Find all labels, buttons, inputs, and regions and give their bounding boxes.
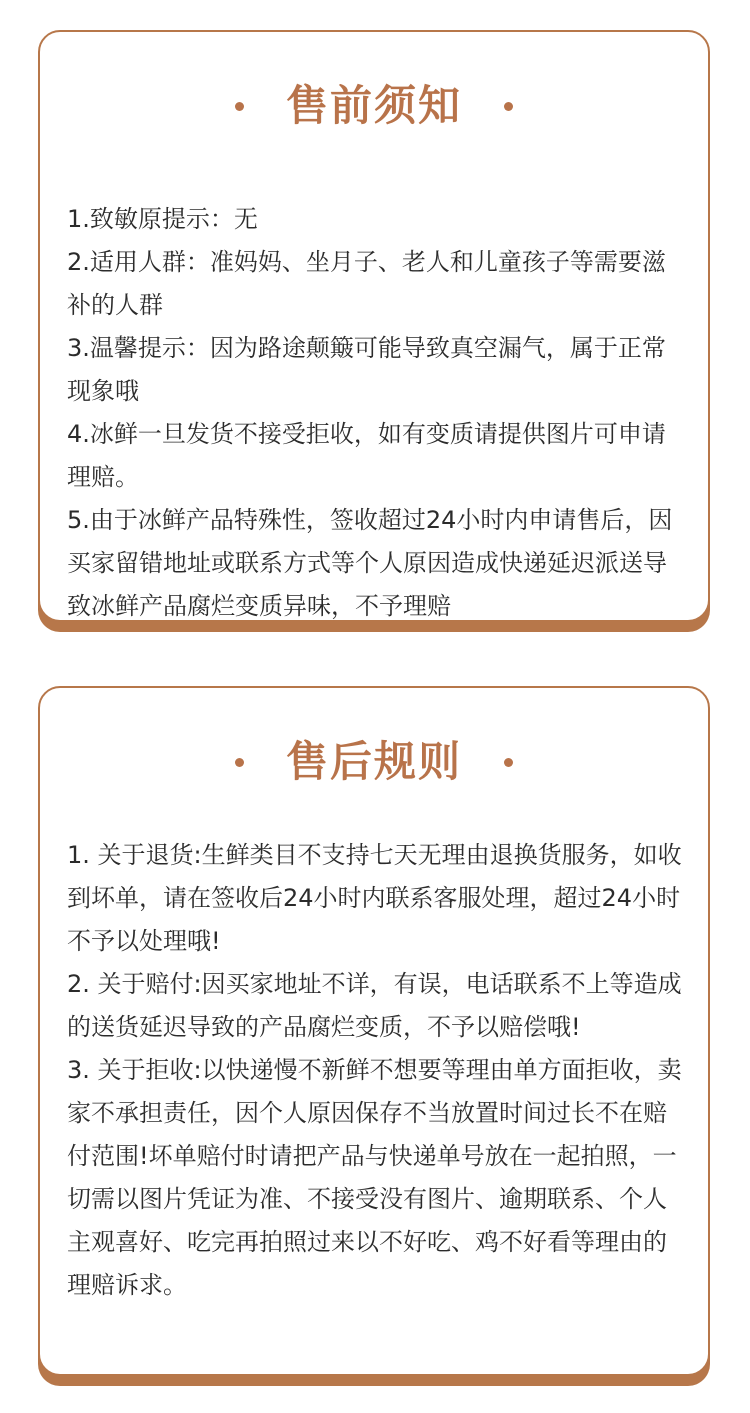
notice-item: 5.由于冰鲜产品特殊性，签收超过24小时内申请售后，因买家留错地址或联系方式等个人原因造成快递延迟派送导致冰鲜产品腐烂变质异味，不予理赔 [67, 506, 673, 620]
card-title-row [40, 732, 708, 792]
rule-item: 1. 关于退货:生鲜类目不支持七天无理由退换货服务，如收到坏单，请在签收后24小时内联系客服处理，超过24小时不予以处理哦! [67, 841, 682, 955]
rule-item: 3. 关于拒收:以快递慢不新鲜不想要等理由单方面拒收，卖家不承担责任，因个人原因保存不当放置时间过长不在赔付范围!坏单赔付时请把产品与快递单号放在一起拍照，一切需以图片凭证为准、不接受没有图片、逾期联系、个人主观喜好、吃完再拍照过来以不好吃、鸡不好看等理由的理赔诉求。 [67, 1056, 682, 1299]
aftersale-rules-card [38, 686, 710, 1376]
bullet-dot-left [235, 102, 244, 111]
notice-item: 1.致敏原提示：无 [67, 205, 258, 233]
card-body [67, 834, 686, 1307]
notice-item: 4.冰鲜一旦发货不接受拒收，如有变质请提供图片可申请理赔。 [67, 420, 666, 491]
card-title: 售后规则 [285, 737, 462, 786]
bullet-dot-right [504, 102, 513, 111]
card-frame [38, 686, 710, 1376]
card-title-row [40, 76, 708, 136]
card-body [67, 198, 686, 628]
notice-item: 2.适用人群：准妈妈、坐月子、老人和儿童孩子等需要滋补的人群 [67, 248, 666, 319]
presale-notice-card [38, 30, 710, 622]
rule-item: 2. 关于赔付:因买家地址不详，有误，电话联系不上等造成的送货延迟导致的产品腐烂变质，不予以赔偿哦! [67, 970, 682, 1041]
notice-item: 3.温馨提示：因为路途颠簸可能导致真空漏气，属于正常现象哦 [67, 334, 666, 405]
bullet-dot-right [504, 758, 513, 767]
card-title: 售前须知 [285, 81, 462, 130]
bullet-dot-left [235, 758, 244, 767]
card-frame [38, 30, 710, 622]
